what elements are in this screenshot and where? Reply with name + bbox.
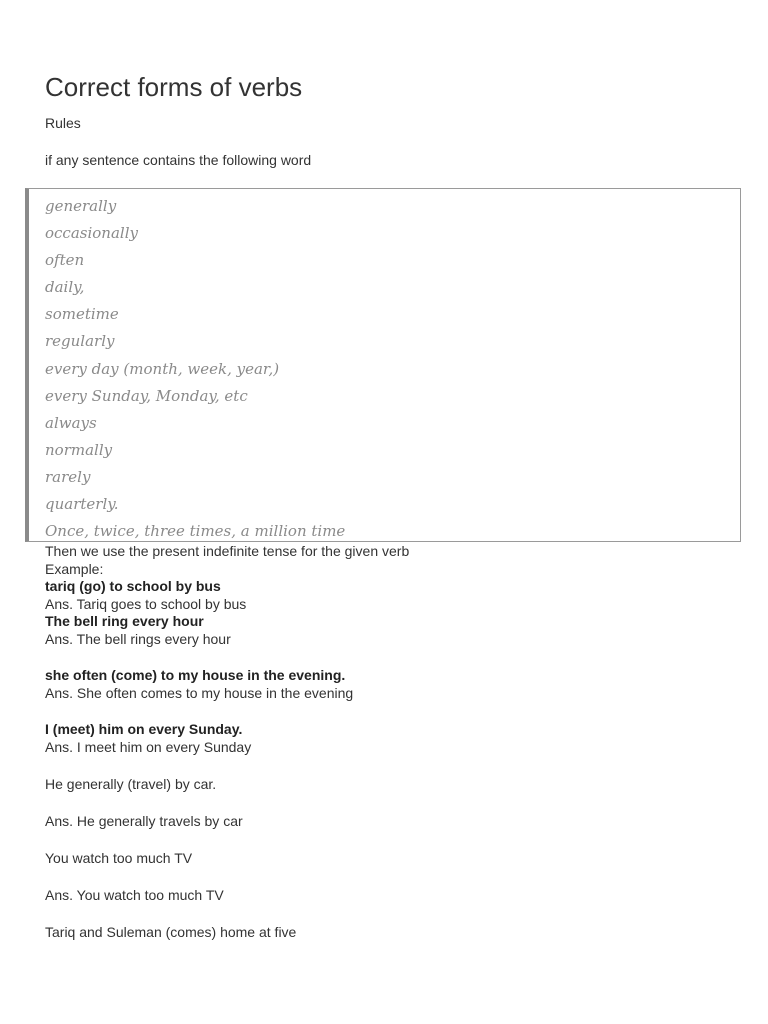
spacer (45, 756, 745, 776)
example-answer: Ans. I meet him on every Sunday (45, 738, 252, 755)
word-list-item: normally (45, 440, 113, 459)
example-question: I (meet) him on every Sunday. (45, 721, 243, 737)
spacer (45, 867, 745, 887)
example-answer: Ans. Tariq goes to school by bus (45, 595, 247, 612)
exercise-line: Tariq and Suleman (comes) home at five (45, 923, 297, 940)
word-list-item: daily, (45, 278, 85, 297)
word-list-item: sometime (45, 305, 119, 324)
word-list-item: Once, twice, three times, a million time (45, 522, 346, 541)
word-list-item: quarterly. (45, 495, 119, 514)
intro-text: if any sentence contains the following word (45, 152, 312, 168)
word-list-item: often (45, 251, 85, 270)
page-title: Correct forms of verbs (45, 72, 303, 102)
exercise-line: He generally (travel) by car. (45, 775, 217, 792)
spacer (45, 793, 745, 813)
word-list (45, 193, 345, 542)
example-question: she often (come) to my house in the evening. (45, 667, 346, 683)
example-answer: Ans. The bell rings every hour (45, 630, 231, 647)
example-answer: Ans. She often comes to my house in the evening (45, 684, 354, 701)
exercise-line: Ans. He generally travels by car (45, 812, 243, 829)
word-list-item: regularly (45, 332, 115, 351)
rule-line: Then we use the present indefinite tense for the given verb (45, 543, 410, 559)
spacer (45, 830, 745, 850)
document-body (45, 543, 745, 941)
exercise-line: Ans. You watch too much TV (45, 886, 224, 903)
word-list-blockquote (25, 188, 741, 542)
word-list-item: every day (month, week, year,) (45, 359, 280, 378)
spacer (45, 648, 745, 667)
exercise-line: You watch too much TV (45, 849, 193, 866)
word-list-item: rarely (45, 467, 91, 486)
spacer (45, 904, 745, 924)
word-list-item: generally (45, 197, 117, 215)
example-question: The bell ring every hour (45, 613, 204, 629)
word-list-item: always (45, 413, 97, 432)
example-question: tariq (go) to school by bus (45, 578, 221, 594)
spacer (45, 702, 745, 721)
example-label: Example: (45, 560, 104, 577)
word-list-item: every Sunday, Monday, etc (45, 386, 248, 405)
section-subtitle: Rules (45, 115, 81, 131)
word-list-item: occasionally (45, 224, 138, 243)
